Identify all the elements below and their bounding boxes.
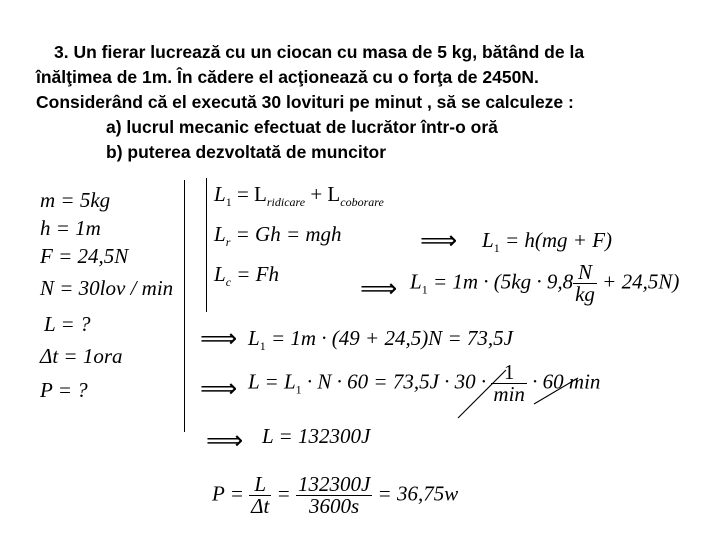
- step3-lhs: L: [248, 326, 260, 350]
- given-time: Δt = 1ora: [40, 344, 123, 368]
- eq1-sub-ridicare: ridicare: [266, 195, 306, 209]
- implies-arrow-icon: ⟹: [206, 426, 244, 456]
- step2-frac-den: kg: [575, 282, 595, 306]
- step4-sub: 1: [295, 382, 302, 397]
- implies-arrow-icon: ⟹: [200, 374, 238, 404]
- step1-lhs: L: [482, 228, 494, 252]
- given-force: F = 24,5N: [40, 244, 129, 268]
- given-rate: N = 30lov / min: [40, 276, 174, 300]
- step-5-equation: L = 132300J: [262, 424, 371, 448]
- step3-rhs: = 1m · (49 + 24,5)N = 73,5J: [265, 326, 513, 350]
- step1-sub: 1: [493, 241, 500, 255]
- step4-part-b: · N · 60 = 73,5J · 30 ·: [301, 369, 492, 394]
- eq2-sub: r: [225, 235, 231, 249]
- power-equation: [212, 474, 458, 517]
- final-equals: =: [271, 481, 296, 506]
- step2-frac-num: N: [578, 260, 593, 284]
- step3-sub: 1: [259, 339, 266, 353]
- step4-frac-den: min: [493, 382, 525, 406]
- question-b: b) puterea dezvoltată de muncitor: [106, 142, 387, 162]
- final-result: = 36,75w: [372, 481, 459, 506]
- eq2-rhs: = Gh = mgh: [230, 222, 342, 246]
- eq3-sub: c: [225, 275, 232, 289]
- given-power-unknown: P = ?: [40, 378, 88, 402]
- question-a: a) lucrul mecanic efectuat de lucrător într-o oră: [106, 117, 498, 137]
- cancel-stroke-min-1: [458, 370, 506, 418]
- implies-arrow-icon: ⟹: [200, 324, 238, 354]
- final-lhs: P =: [212, 481, 250, 506]
- step2-part-c: + 24,5N): [596, 269, 680, 294]
- step4-lhs: L = L: [248, 369, 296, 394]
- final-frac2-num: 132300J: [297, 472, 371, 496]
- eq1-plus: + L: [305, 182, 341, 206]
- final-fraction-2: [296, 474, 372, 517]
- implies-arrow-icon: ⟹: [360, 274, 398, 304]
- final-frac2-den: 3600s: [296, 495, 372, 517]
- step2-part-b: = 1m · (5kg · 9,8: [427, 269, 574, 294]
- step4-part-c: · 60 min: [526, 369, 601, 394]
- given-height: h = 1m: [40, 216, 101, 240]
- eq1-sub-coborare: coborare: [340, 195, 384, 209]
- final-frac1-num: L: [254, 472, 267, 496]
- eq3-lhs: L: [214, 262, 226, 286]
- step1-rhs: = h(mg + F): [499, 228, 613, 252]
- step4-frac-num: 1: [503, 360, 515, 384]
- eq2-lhs: L: [214, 222, 226, 246]
- given-mass: m = 5kg: [40, 188, 111, 212]
- final-frac1-den: Δt: [251, 494, 270, 518]
- eq1-lhs: L: [214, 182, 226, 206]
- given-work-unknown: L = ?: [44, 312, 91, 336]
- eq1-equals: = L: [231, 182, 267, 206]
- eq1-sub: 1: [225, 195, 232, 209]
- final-fraction-1: [249, 474, 271, 517]
- problem-line-1: 3. Un fierar lucrează cu un ciocan cu masa de 5 kg, bătând de la: [54, 42, 585, 62]
- step2-lhs: L: [410, 269, 422, 294]
- eq3-rhs: = Fh: [231, 262, 280, 286]
- problem-line-3: Considerând că el execută 30 lovituri pe minut , să se calculeze :: [36, 92, 574, 112]
- problem-line-2: înălţimea de 1m. În cădere el acţionează cu o forţa de 2450N.: [36, 67, 539, 87]
- cancel-stroke-min-2: [534, 378, 578, 404]
- step2-sub: 1: [421, 282, 428, 297]
- implies-arrow-icon: ⟹: [420, 226, 458, 256]
